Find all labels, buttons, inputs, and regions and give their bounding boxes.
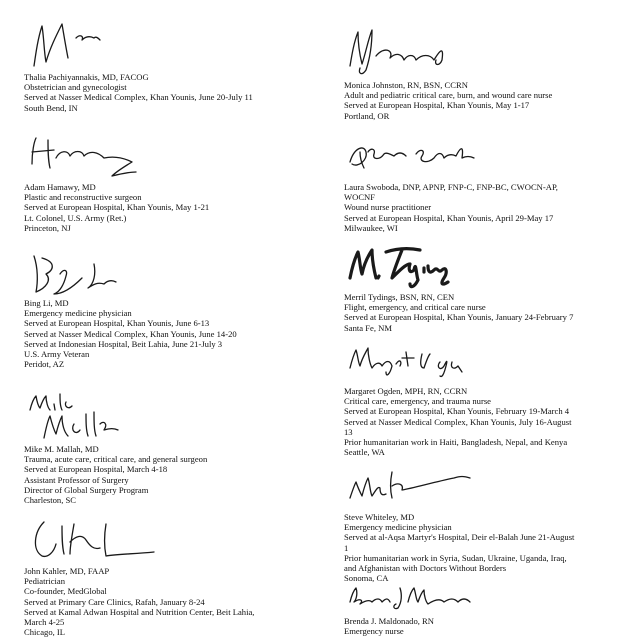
signature-maldonado [344, 580, 544, 614]
entry-line: Peridot, AZ [24, 359, 65, 370]
entry-line: Pediatrician [24, 576, 66, 587]
signatory-entry [344, 26, 640, 121]
entry-line: Emergency nurse [344, 626, 404, 637]
entry-line: Chicago, IL [24, 627, 66, 638]
entry-line: Merril Tydings, BSN, RN, CEN [344, 292, 455, 302]
entry-line: Trauma, acute care, critical care, and general surgeon [24, 454, 208, 465]
signatory-entry [344, 580, 640, 636]
signature-mallah [24, 390, 224, 442]
signatory-entry [24, 512, 324, 637]
entry-line: Santa Fe, NM [344, 322, 392, 333]
entry-line: Seattle, WA [344, 447, 385, 458]
entry-line: Assistant Professor of Surgery [24, 474, 129, 485]
entry-line: Portland, OR [344, 110, 390, 121]
entry-line: Adam Hamawy, MD [24, 182, 96, 192]
entry-line: Prior humanitarian work in Syria, Sudan, Ukraine, Uganda, Iraq, [344, 552, 567, 563]
entry-line: Served at Nasser Medical Complex, Khan Younis, June 20-July 11 [24, 92, 253, 103]
entry-line: and Afghanistan with Doctors Without Borders [344, 563, 507, 574]
entry-line: Wound nurse practitioner [344, 202, 432, 213]
signature-hamawy [24, 128, 224, 180]
signature-pachiyannakis [24, 18, 224, 70]
entry-line: Monica Johnston, RN, BSN, CCRN [344, 80, 468, 90]
entry-line: John Kahler, MD, FAAP [24, 566, 110, 576]
entry-line: 13 [344, 426, 353, 437]
signatory-entry [24, 390, 324, 505]
entry-line: Charleston, SC [24, 495, 77, 506]
entry-line: Mike M. Mallah, MD [24, 444, 99, 454]
entry-line: South Bend, IN [24, 102, 78, 113]
entry-line: Plastic and reconstructive surgeon [24, 192, 142, 203]
entry-line: Emergency medicine physician [24, 308, 132, 319]
entry-line: Served at Kamal Adwan Hospital and Nutrition Center, Beit Lahia, [24, 606, 255, 617]
signatory-entry [344, 128, 640, 233]
entry-line: Served at European Hospital, Khan Younis, January 24-February 7 [344, 312, 574, 323]
entry-line: Steve Whiteley, MD [344, 512, 415, 522]
entry-line: Brenda J. Maldonado, RN [344, 616, 434, 626]
entry-line: U.S. Army Veteran [24, 349, 90, 360]
entry-line: Served at al-Aqsa Martyr's Hospital, Deir el-Balah June 21-August [344, 532, 575, 543]
entry-line: Emergency medicine physician [344, 522, 452, 533]
entry-line: Laura Swoboda, DNP, APNP, FNP-C, FNP-BC, CWOCN-AP, [344, 182, 558, 192]
entry-line: Served at European Hospital, March 4-18 [24, 464, 168, 475]
entry-line: Critical care, emergency, and trauma nurse [344, 396, 491, 407]
entry-line: Served at Primary Care Clinics, Rafah, January 8-24 [24, 596, 205, 607]
entry-line: Milwaukee, WI [344, 222, 398, 233]
signature-swoboda [344, 128, 544, 180]
entry-line: Director of Global Surgery Program [24, 484, 149, 495]
signatory-entry [24, 128, 324, 233]
entry-line: Served at Nasser Medical Complex, Khan Younis, June 14-20 [24, 328, 237, 339]
signature-ogden [344, 332, 544, 384]
entry-line: Lt. Colonel, U.S. Army (Ret.) [24, 212, 127, 223]
entry-line: Bing Li, MD [24, 298, 69, 308]
entry-line: Served at Nasser Medical Complex, Khan Younis, July 16-August [344, 416, 572, 427]
entry-line: Obstetrician and gynecologist [24, 82, 127, 93]
entry-line: Sonoma, CA [344, 573, 389, 584]
entry-line: Margaret Ogden, MPH, RN, CCRN [344, 386, 468, 396]
signature-kahler [24, 512, 224, 564]
entry-line: Served at Indonesian Hospital, Beit Lahia, June 21-July 3 [24, 338, 223, 349]
entry-line: Prior humanitarian work in Haiti, Bangladesh, Nepal, and Kenya [344, 437, 568, 448]
entry-line: Flight, emergency, and critical care nurse [344, 302, 486, 313]
signatory-entry [344, 238, 640, 333]
signatory-entry [344, 332, 640, 457]
entry-line: Served at European Hospital, Khan Younis, May 1-21 [24, 202, 210, 213]
entry-line: 1 [344, 542, 349, 553]
entry-line: Served at European Hospital, Khan Younis, April 29-May 17 [344, 212, 554, 223]
entry-line: March 4-25 [24, 617, 65, 628]
signatory-entry [24, 18, 324, 113]
entry-line: Served at European Hospital, Khan Younis, June 6-13 [24, 318, 210, 329]
entry-line: Served at European Hospital, Khan Younis, February 19-March 4 [344, 406, 570, 417]
signatory-entry [24, 244, 324, 369]
signature-johnston [344, 26, 544, 78]
entry-line: Co-founder, MedGlobal [24, 586, 107, 597]
signature-whiteley [344, 458, 544, 510]
entry-line: Princeton, NJ [24, 222, 71, 233]
signature-tydings [344, 238, 544, 290]
entry-line: Served at European Hospital, Khan Younis, May 1-17 [344, 100, 530, 111]
entry-line: Thalia Pachiyannakis, MD, FACOG [24, 72, 149, 82]
signatory-entry [344, 458, 640, 583]
entry-line: Adult and pediatric critical care, burn, and wound care nurse [344, 90, 553, 101]
entry-line: WOCNF [344, 192, 376, 203]
signature-li [24, 244, 224, 296]
